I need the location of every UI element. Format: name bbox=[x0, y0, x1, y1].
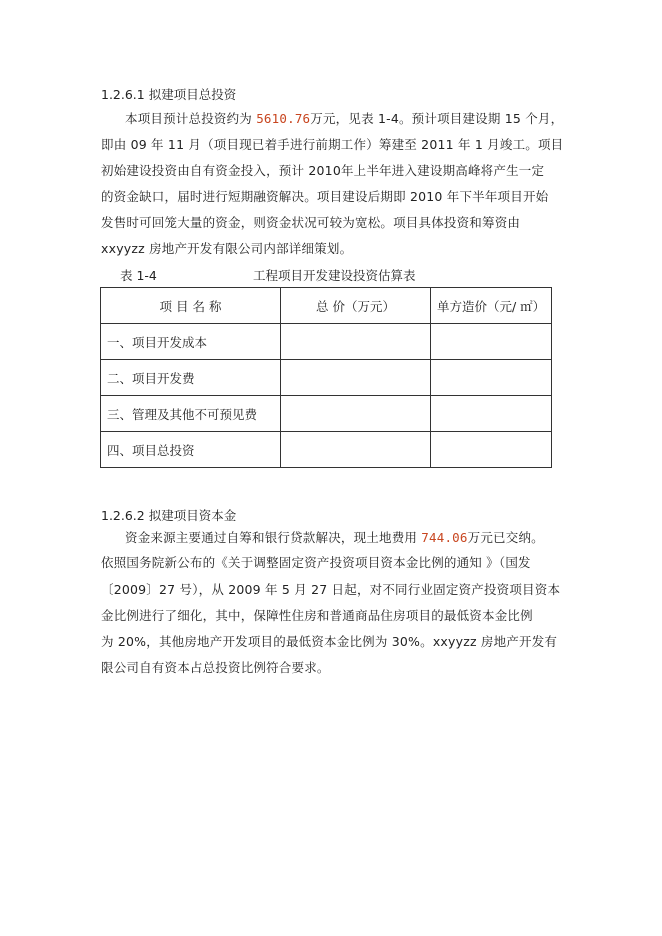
unit-cost-cell bbox=[431, 432, 552, 468]
item-name-cell: 四、项目总投资 bbox=[101, 432, 281, 468]
paragraph-line bbox=[125, 111, 585, 127]
table-title: 工程项目开发建设投资估算表 bbox=[253, 268, 416, 283]
table-label: 表 1-4 bbox=[120, 268, 157, 283]
column-header: 单方造价（元/ ㎡） bbox=[431, 288, 552, 324]
table-row bbox=[101, 324, 552, 360]
table-row bbox=[101, 432, 552, 468]
paragraph-line bbox=[125, 530, 585, 546]
total-cell bbox=[281, 324, 431, 360]
paragraph-line: 金比例进行了细化，其中，保障性住房和普通商品住房项目的最低资本金比例 bbox=[101, 608, 533, 623]
column-header: 项 目 名 称 bbox=[101, 288, 281, 324]
line-text: 本项目预计总投资约为 bbox=[125, 111, 257, 126]
item-name-cell: 一、项目开发成本 bbox=[101, 324, 281, 360]
paragraph-line: 发售时可回笼大量的资金，则资金状况可较为宽松。项目具体投资和筹资由 bbox=[101, 215, 521, 230]
paragraph-line: 初始建设投资由自有资金投入，预计 2010年上半年进入建设期高峰将产生一定 bbox=[101, 163, 545, 178]
paragraph-line: 即由 09 年 11 月（项目现已着手进行前期工作）筹建至 2011 年 1 月竣工。项目 bbox=[101, 137, 564, 152]
section-heading-2: 1.2.6.2 拟建项目资本金 bbox=[101, 508, 237, 523]
paragraph-line: 限公司自有资本占总投资比例符合要求。 bbox=[101, 660, 330, 675]
unit-cost-cell bbox=[431, 360, 552, 396]
total-cell bbox=[281, 396, 431, 432]
total-cell bbox=[281, 360, 431, 396]
paragraph-line: 为 20%，其他房地产开发项目的最低资本金比例为 30%。xxyyzz 房地产开发有 bbox=[101, 634, 558, 649]
line-text: 资金来源主要通过自筹和银行贷款解决，现土地费用 bbox=[125, 530, 422, 545]
item-name-cell: 二、项目开发费 bbox=[101, 360, 281, 396]
line-text: 万元，见表 1-4。预计项目建设期 15 个月， bbox=[310, 111, 564, 126]
column-header: 总 价（万元） bbox=[281, 288, 431, 324]
highlight-amount: 5610.76 bbox=[256, 111, 311, 126]
item-name-cell: 三、管理及其他不可预见费 bbox=[101, 396, 281, 432]
paragraph-line: 〔2009〕27 号），从 2009 年 5 月 27 日起，对不同行业固定资产投资项目资本 bbox=[101, 582, 561, 597]
paragraph-line: xxyyzz 房地产开发有限公司内部详细策划。 bbox=[101, 241, 353, 256]
total-cell bbox=[281, 432, 431, 468]
paragraph-line: 的资金缺口，届时进行短期融资解决。项目建设后期即 2010 年下半年项目开始 bbox=[101, 189, 549, 204]
unit-cost-cell bbox=[431, 396, 552, 432]
highlight-amount: 744.06 bbox=[421, 530, 468, 545]
investment-table bbox=[100, 287, 552, 468]
section-heading-1: 1.2.6.1 拟建项目总投资 bbox=[101, 87, 237, 102]
line-text: 万元已交纳。 bbox=[467, 530, 544, 545]
unit-cost-cell bbox=[431, 324, 552, 360]
table-header-row bbox=[101, 288, 552, 324]
table-row bbox=[101, 360, 552, 396]
table-row bbox=[101, 396, 552, 432]
paragraph-line: 依照国务院新公布的《关于调整固定资产投资项目资本金比例的通知 》（国发 bbox=[101, 555, 531, 570]
